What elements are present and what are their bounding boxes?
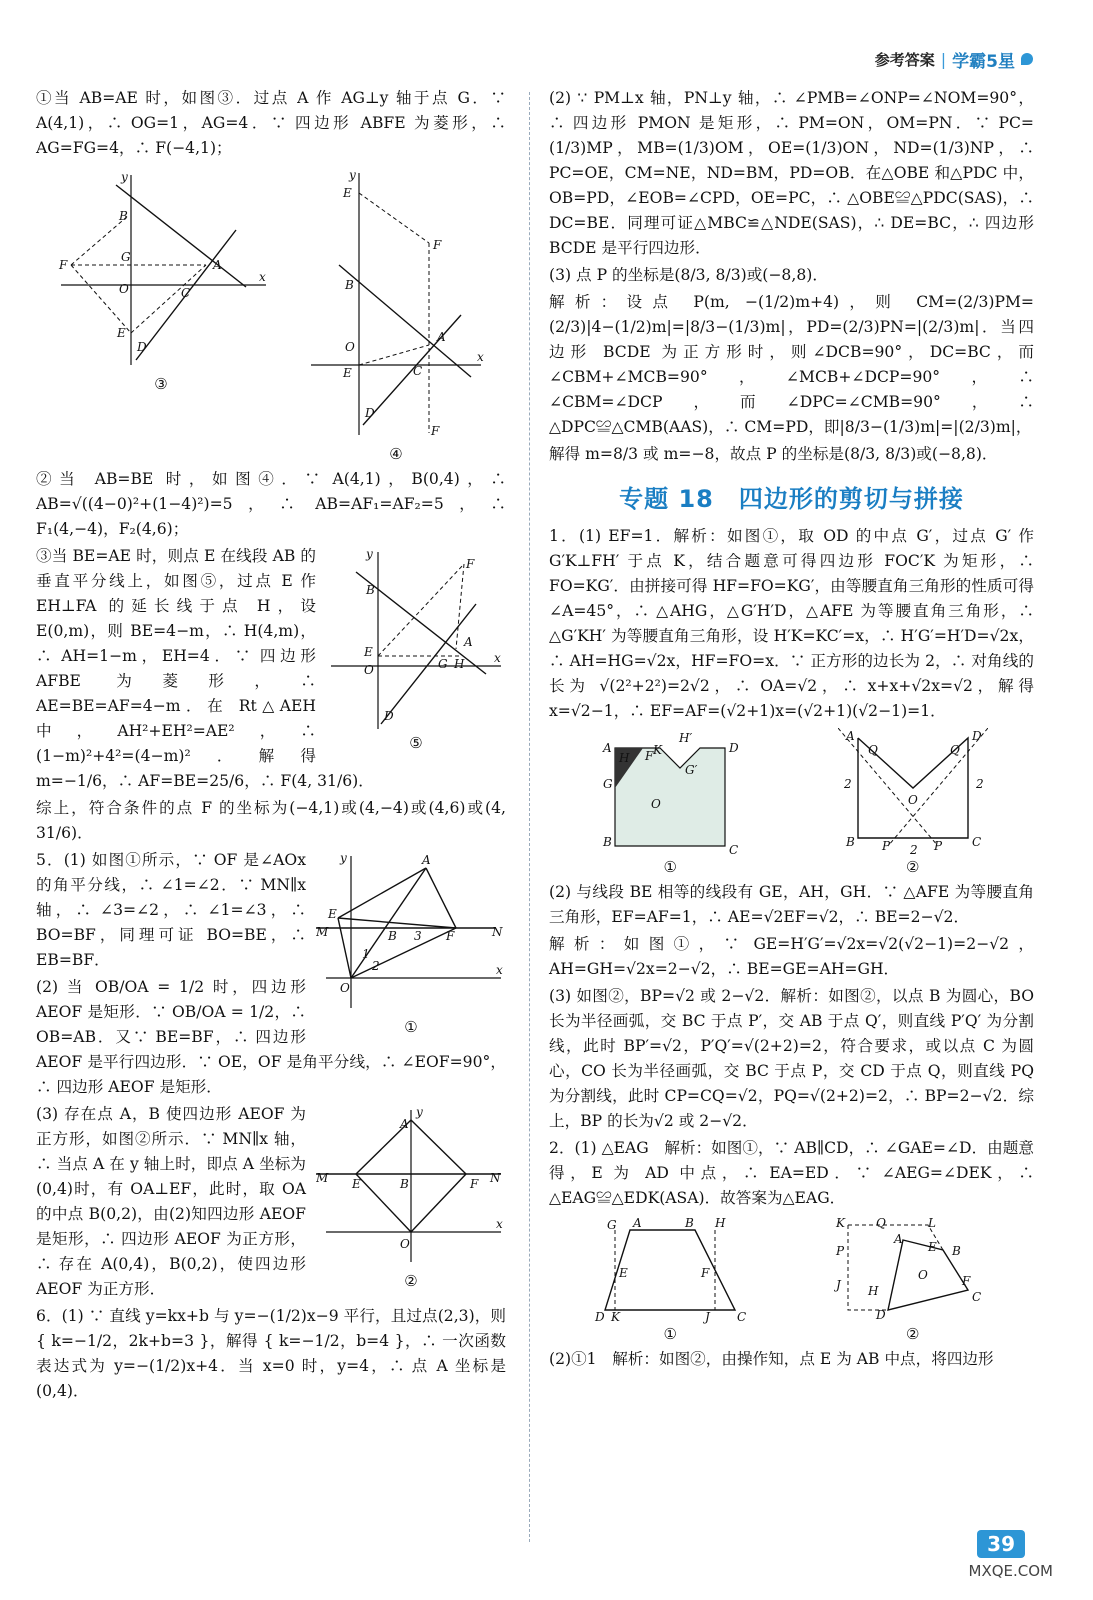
left-column bbox=[36, 86, 506, 1406]
line-fo bbox=[411, 1174, 466, 1232]
svg-text:A: A bbox=[464, 635, 473, 649]
svg-text:K: K bbox=[653, 743, 663, 757]
svg-text:G: G bbox=[121, 250, 131, 264]
figure-5-caption: ⑤ bbox=[409, 734, 423, 752]
svg-text:C: C bbox=[737, 1310, 747, 1324]
svg-text:D: D bbox=[365, 406, 375, 420]
dash-diag-1 bbox=[838, 728, 938, 846]
svg-text:2: 2 bbox=[843, 777, 852, 791]
svg-text:F: F bbox=[59, 258, 68, 272]
trapezoid-figure-2-caption: ② bbox=[906, 1325, 920, 1343]
figure-a bbox=[316, 848, 506, 1036]
svg-text:E: E bbox=[927, 1240, 937, 1254]
line-af bbox=[426, 868, 456, 928]
svg-text:O: O bbox=[907, 793, 918, 807]
svg-text:B: B bbox=[400, 1177, 409, 1191]
svg-text:F: F bbox=[466, 557, 475, 571]
svg-text:H: H bbox=[454, 657, 465, 671]
svg-text:E: E bbox=[352, 1177, 361, 1191]
svg-text:G′: G′ bbox=[685, 763, 698, 777]
figure-4-diagram bbox=[301, 165, 491, 445]
figure-b-caption: ② bbox=[404, 1272, 418, 1290]
left-paragraph-4: 综上，符合条件的点 F 的坐标为(−4,1)或(4,−4)或(4,6)或(4, 31/6)． bbox=[36, 799, 506, 842]
svg-text:y: y bbox=[340, 851, 347, 865]
svg-text:O: O bbox=[340, 981, 350, 995]
svg-text:A: A bbox=[400, 1117, 409, 1131]
header-separator: | bbox=[940, 49, 947, 69]
brand-logo-icon bbox=[1021, 53, 1033, 65]
figure-b-diagram bbox=[316, 1102, 506, 1272]
svg-text:E: E bbox=[117, 326, 126, 340]
dash-e2f2 bbox=[359, 193, 429, 243]
svg-text:x: x bbox=[496, 1217, 503, 1231]
dash-fa bbox=[456, 564, 464, 649]
right-paragraph-5: 1．(1) EF=1．解析：如图①，取 OD 的中点 G′，过点 G′ 作 G′K⊥FH′ 于点 K，结合题意可得四边形 FOC′K 为矩形，∴ FO=KG′．由拼接可得 HF=FO=KG′，由等腰直角三角形的性质可得∠A=45°，∴ △AHG，△G′H′D，△AFE 为等腰直角三角形，∴ △G′KH′ 为等腰直角三角形，设 H′K=KC′=x，∴ H′G′=H′D=√2x，∴ AH=HG=√2x，HF=FO=x．∵ 正方形的边长为 2，∴ 对角线的长为 √(2²+2²)=2√2，∴ OA=√2，∴ x+x+√2x=√2，解得 x=√2−1，∴ EF=AF=(√2+1)x=(√2+1)(√2−1)=1． bbox=[549, 527, 1034, 720]
dash-ea bbox=[131, 265, 206, 333]
svg-text:P: P bbox=[835, 1244, 844, 1258]
svg-text:M: M bbox=[316, 1171, 329, 1185]
svg-text:Q: Q bbox=[949, 743, 960, 757]
square-figure-1 bbox=[595, 728, 745, 876]
right-paragraph-3: 解析：设点 P(m, −(1/2)m+4)，则 CM=(2/3)PM=(2/3)|4−(1/2)m|=|8/3−(1/3)m|，PD=(2/3)PN=|(2/3)m|．当四边形 BCDE 为正方形时，则∠DCB=90°，DC=BC，而∠CBM+∠MCB=90°，∠MCB+∠DCP=90°，∴ ∠CBM=∠DCP，而∠DPC=∠CMB=90°，∴ △DPC≌△CMB(AAS)，∴ CM=PD，即|8/3−(1/3)m|=|(2/3)m|， bbox=[549, 293, 1034, 436]
svg-text:D: D bbox=[384, 709, 394, 723]
svg-text:A: A bbox=[893, 1232, 903, 1246]
svg-text:K: K bbox=[611, 1310, 621, 1324]
svg-text:y: y bbox=[416, 1105, 423, 1119]
line-af bbox=[411, 1120, 466, 1174]
svg-text:D: D bbox=[595, 1310, 605, 1324]
left-paragraph-3: ③当 BE=AE 时，则点 E 在线段 AB 的垂直平分线上，如图⑤，过点 E 作 EH⊥FA 的延长线于点 H，设 E(0,m)，则 BE=4−m，∴ H(4,m)，∴ AH=1−m，EH=4．∵ 四边形 AFBE 为菱形，∴ AE=BE=AF=4−m．在 Rt△AEH 中，AH²+EH²=AE²，∴ (1−m)²+4²=(4−m)²．解得 m=−1/6，∴ AF=BE=25/6，∴ F(4, 31/6)． bbox=[36, 547, 374, 790]
svg-text:A: A bbox=[633, 1216, 642, 1230]
svg-text:x: x bbox=[496, 963, 503, 977]
svg-text:A: A bbox=[437, 330, 446, 344]
topic-title: 专题 18 四边形的剪切与拼接 bbox=[619, 485, 964, 513]
dash-fe bbox=[71, 265, 131, 333]
figure-row-3-4 bbox=[36, 165, 506, 463]
trapezoid-figure-2 bbox=[828, 1215, 998, 1343]
svg-text:E: E bbox=[364, 645, 373, 659]
svg-text:E: E bbox=[343, 186, 352, 200]
svg-text:B: B bbox=[603, 835, 613, 849]
trapezoid-figure-2-diagram bbox=[828, 1215, 998, 1325]
svg-text:F: F bbox=[431, 424, 440, 438]
svg-text:B: B bbox=[345, 278, 354, 292]
svg-text:B: B bbox=[388, 929, 397, 943]
figure-3-caption: ③ bbox=[154, 375, 168, 393]
svg-text:O: O bbox=[651, 797, 662, 811]
svg-text:H′: H′ bbox=[679, 731, 693, 745]
svg-text:P: P bbox=[933, 839, 942, 853]
figure-a-caption: ① bbox=[404, 1018, 418, 1036]
svg-text:G: G bbox=[603, 777, 613, 791]
left-paragraph-1: ①当 AB=AE 时，如图③．过点 A 作 AG⊥y 轴于点 G．∵ A(4,1)，∴ OG=1，AG=4．∵ 四边形 ABFE 为菱形，∴ AG=FG=4，∴ F(−4,1)； bbox=[36, 89, 506, 157]
svg-text:B: B bbox=[119, 209, 128, 223]
svg-text:C: C bbox=[729, 843, 739, 857]
svg-text:O: O bbox=[917, 1268, 928, 1282]
left-paragraph-8: 6．(1) ∵ 直线 y=kx+b 与 y=−(1/2)x−9 平行，且过点(2,3)，则 { k=−1/2，2k+b=3 }，解得 { k=−1/2，b=4 }，∴ 一次函数表达式为 y=−(1/2)x+4．当 x=0 时，y=4，∴ 点 A 坐标是(0,4)． bbox=[36, 1307, 506, 1400]
svg-text:H: H bbox=[715, 1216, 726, 1230]
figure-b bbox=[316, 1102, 506, 1290]
svg-text:B: B bbox=[366, 583, 375, 597]
svg-text:Q: Q bbox=[867, 743, 878, 757]
svg-text:O: O bbox=[119, 282, 129, 296]
right-paragraph-1: (2) ∵ PM⊥x 轴，PN⊥y 轴，∴ ∠PMB=∠ONP=∠NOM=90°，∴ 四边形 PMON 是矩形，∴ PM=ON，OM=PN．∵ PC=(1/3)MP，MB=(1/3)OM，OE=(1/3)ON，ND=(1/3)NP，∴ PC=OE，CM=NE，ND=BM，PD=OB．在△OBE 和△PDC 中，OB=PD，∠EOB=∠CPD，OE=PC，∴ △OBE≌△PDC(SAS)，∴ DC=BE．同理可证△MBC≌△NDE(SAS)，∴ DE=BC，∴ 四边形 BCDE 是平行四边形． bbox=[549, 89, 1034, 257]
page-header bbox=[875, 44, 1033, 74]
square-figure-2-caption: ② bbox=[906, 858, 920, 876]
dash-ef bbox=[378, 564, 464, 656]
figure-5-diagram bbox=[326, 544, 506, 734]
trapezoid-figure-1 bbox=[585, 1215, 755, 1343]
right-paragraph-7: 解析：如图①，∵ GE=H′G′=√2x=√2(√2−1)=2−√2，AH=GH=√2x=2−√2，∴ BE=GE=AH=GH． bbox=[549, 935, 1034, 978]
svg-text:A: A bbox=[603, 741, 612, 755]
svg-text:D: D bbox=[137, 340, 147, 354]
svg-text:O: O bbox=[345, 340, 355, 354]
left-paragraph-2: ②当 AB=BE 时，如图④．∵ A(4,1)，B(0,4)，∴ AB=√((4−0)²+(1−4)²)=5，∴ AB=AF₁=AF₂=5，∴ F₁(4,−4)，F₂(4,6)； bbox=[36, 470, 506, 538]
svg-text:B: B bbox=[951, 1244, 961, 1258]
line-cd bbox=[363, 315, 461, 425]
svg-text:2: 2 bbox=[372, 959, 380, 973]
right-paragraph-4: 解得 m=8/3 或 m=−8，故点 P 的坐标是(8/3, 8/3)或(−8,8)． bbox=[549, 445, 998, 463]
svg-text:A: A bbox=[213, 258, 222, 272]
square-figure-2 bbox=[838, 728, 988, 876]
left-paragraph-6: (2) 当 OB/OA = 1/2 时，四边形 AEOF 是矩形．∵ OB/OA = 1/2，∴ OB=AB．又∵ BE=BF，∴ 四边形 AEOF 是平行四边形．∵ OE，OF 是角平分线，∴ ∠EOF=90°，∴ 四边形 AEOF 是矩形． bbox=[36, 978, 506, 1096]
svg-text:3: 3 bbox=[414, 929, 422, 943]
svg-text:G: G bbox=[607, 1218, 617, 1232]
right-paragraph-10: (2)①1 解析：如图②，由操作知，点 E 为 AB 中点，将四边形 bbox=[549, 1350, 994, 1368]
square-figure-1-caption: ① bbox=[663, 858, 677, 876]
svg-text:P: P bbox=[881, 839, 890, 853]
left-paragraph-5: 5．(1) 如图①所示，∵ OF 是∠AOx 的角平分线，∴ ∠1=∠2．∵ MN∥x 轴，∴ ∠3=∠2，∴ ∠1=∠3，∴ BO=BF，同理可证 BO=BE，∴ EB=BF． bbox=[36, 851, 306, 969]
line-oa bbox=[351, 868, 426, 978]
svg-text:D: D bbox=[729, 741, 739, 755]
reference-answer-label: 参考答案 bbox=[874, 50, 935, 69]
line-ab bbox=[116, 185, 246, 287]
svg-text:1: 1 bbox=[362, 947, 370, 961]
svg-text:x: x bbox=[477, 350, 484, 364]
figure-row-trapezoid bbox=[549, 1215, 1034, 1343]
svg-text:L: L bbox=[927, 1216, 936, 1230]
svg-text:B: B bbox=[845, 835, 855, 849]
right-paragraph-8: (3) 如图②，BP=√2 或 2−√2．解析：如图②，以点 B 为圆心，BO 长为半径画弧，交 BC 于点 P′，交 AB 于点 Q′，则直线 P′Q′ 为分割线，此时 BP′=√2，P′Q′=√(2+2)=2，符合要求，或以点 C 为圆心，CO 长为半径画弧，交 BC 于点 P，交 CD 于点 Q，则直线 PQ 为分割线，此时 CP=CQ=√2，PQ=√(2+2)=2，∴ BP=2−√2．综上，BP 的长为√2 或 2−√2． bbox=[549, 987, 1034, 1130]
svg-text:B: B bbox=[685, 1216, 695, 1230]
svg-text:F: F bbox=[961, 1274, 971, 1288]
trapezoid-figure-1-diagram bbox=[585, 1215, 755, 1325]
svg-text:y: y bbox=[366, 547, 373, 561]
svg-text:x: x bbox=[494, 651, 501, 665]
svg-text:F: F bbox=[645, 749, 654, 763]
svg-text:O: O bbox=[400, 1237, 410, 1251]
svg-text:K: K bbox=[835, 1216, 845, 1230]
svg-text:H: H bbox=[867, 1284, 879, 1298]
svg-text:E: E bbox=[619, 1266, 629, 1280]
svg-text:D: D bbox=[971, 729, 982, 743]
line-ef bbox=[338, 918, 456, 928]
svg-text:J: J bbox=[835, 1278, 841, 1292]
svg-text:A: A bbox=[845, 729, 855, 743]
svg-text:F: F bbox=[446, 929, 455, 943]
square-figure-1-diagram bbox=[595, 728, 745, 858]
svg-text:F: F bbox=[701, 1266, 710, 1280]
svg-text:G: G bbox=[438, 657, 448, 671]
figure-3 bbox=[51, 165, 271, 393]
figure-3-diagram bbox=[51, 165, 271, 375]
figure-a-diagram bbox=[316, 848, 506, 1018]
svg-text:M: M bbox=[316, 925, 329, 939]
svg-text:F: F bbox=[470, 1177, 479, 1191]
line-oe bbox=[338, 918, 351, 978]
figure-5 bbox=[326, 544, 506, 752]
svg-text:x: x bbox=[259, 270, 266, 284]
right-paragraph-2: (3) 点 P 的坐标是(8/3, 8/3)或(−8,8)． bbox=[549, 266, 828, 284]
svg-text:E: E bbox=[328, 907, 337, 921]
svg-text:2: 2 bbox=[975, 777, 984, 791]
square-figure-2-diagram bbox=[838, 728, 988, 858]
svg-text:C: C bbox=[181, 286, 191, 300]
figure-4 bbox=[301, 165, 491, 463]
right-paragraph-6: (2) 与线段 BE 相等的线段有 GE，AH，GH．∵ △AFE 为等腰直角三角形，EF=AF=1，∴ AE=√2EF=√2，∴ BE=2−√2． bbox=[549, 883, 1034, 926]
brand-name: 学霸5星 bbox=[952, 51, 1015, 72]
svg-text:H: H bbox=[619, 751, 630, 765]
svg-text:J: J bbox=[705, 1310, 711, 1324]
right-paragraph-9: 2．(1) △EAG 解析：如图①，∵ AB∥CD，∴ ∠GAE=∠D．由题意得，E 为 AD 中点，∴ EA=ED．∵ ∠AEG=∠DEK，∴ △EAG≌△EDK(ASA)．故答案为△EAG． bbox=[549, 1139, 1034, 1207]
svg-text:D: D bbox=[875, 1308, 886, 1322]
svg-text:N: N bbox=[492, 925, 503, 939]
svg-text:C: C bbox=[971, 1290, 981, 1304]
svg-text:N: N bbox=[490, 1171, 501, 1185]
svg-text:y: y bbox=[349, 168, 356, 182]
page-number: 39 bbox=[977, 1530, 1025, 1558]
figure-4-caption: ④ bbox=[389, 445, 403, 463]
svg-text:C: C bbox=[413, 364, 423, 378]
svg-text:E: E bbox=[343, 366, 352, 380]
figure-row-square bbox=[549, 728, 1034, 876]
svg-text:O: O bbox=[364, 663, 374, 677]
column-divider bbox=[529, 92, 530, 1542]
svg-text:2: 2 bbox=[909, 843, 918, 857]
watermark-text: MXQE.COM bbox=[968, 1562, 1053, 1580]
svg-text:C: C bbox=[971, 835, 981, 849]
line-ab bbox=[356, 572, 486, 674]
trapezoid-figure-1-caption: ① bbox=[663, 1325, 677, 1343]
svg-text:A: A bbox=[422, 853, 431, 867]
left-paragraph-7: (3) 存在点 A，B 使四边形 AEOF 为正方形，如图②所示．∵ MN∥x 轴，∴ 当点 A 在 y 轴上时，即点 A 坐标为(0,4)时，有 OA⊥EF，此时，取 OA 的中点 B(0,2)，由(2)知四边形 AEOF 是矩形，∴ 四边形 AEOF 为正方形，∴ 存在 A(0,4)，B(0,2)，使四边形 AEOF 为正方形． bbox=[36, 1105, 306, 1298]
dash-diag-2 bbox=[888, 728, 988, 846]
right-column bbox=[549, 86, 1034, 1374]
svg-text:y: y bbox=[121, 170, 128, 184]
svg-text:Q: Q bbox=[875, 1216, 886, 1230]
svg-text:F: F bbox=[433, 238, 442, 252]
